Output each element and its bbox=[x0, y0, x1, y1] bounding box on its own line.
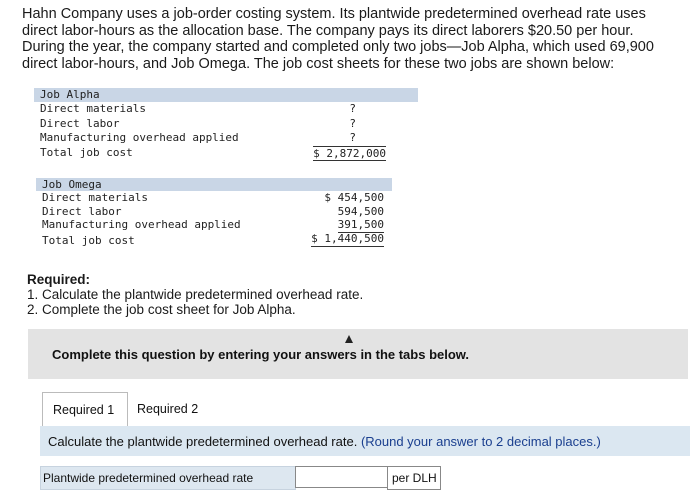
row-label: Manufacturing overhead applied bbox=[42, 218, 241, 231]
mouse-cursor-icon bbox=[345, 335, 353, 343]
row-value: ? bbox=[349, 102, 356, 115]
row-label: Manufacturing overhead applied bbox=[40, 131, 239, 144]
table-row bbox=[34, 146, 418, 164]
row-value: $ 2,872,000 bbox=[313, 146, 386, 160]
answer-row bbox=[40, 464, 690, 488]
question-panel bbox=[40, 426, 690, 456]
answer-label: Plantwide predetermined overhead rate bbox=[40, 466, 296, 490]
table-row bbox=[34, 117, 418, 132]
row-label: Direct labor bbox=[42, 204, 122, 218]
answer-unit: per DLH bbox=[387, 466, 441, 490]
tab-required-2[interactable]: Required 2 bbox=[137, 402, 199, 416]
table-row bbox=[34, 102, 418, 117]
table-row bbox=[36, 232, 392, 250]
table-row bbox=[36, 205, 392, 219]
row-label: Total job cost bbox=[40, 145, 133, 159]
job-alpha-table bbox=[34, 88, 418, 164]
row-value: 391,500 bbox=[337, 218, 384, 231]
instructions-banner bbox=[28, 329, 688, 379]
required-heading: Required: bbox=[27, 272, 91, 287]
tab-required-1[interactable]: Required 1 bbox=[42, 392, 128, 428]
required-section bbox=[27, 272, 363, 317]
job-omega-table bbox=[36, 178, 392, 250]
instructions-text: Complete this question by entering your answers in the tabs below. bbox=[52, 347, 470, 362]
question-text bbox=[48, 434, 601, 449]
job-alpha-title: Job Alpha bbox=[34, 88, 418, 102]
row-label: Direct labor bbox=[40, 116, 120, 130]
job-omega-title: Job Omega bbox=[36, 178, 392, 191]
row-value: $ 1,440,500 bbox=[311, 231, 384, 245]
question-hint: (Round your answer to 2 decimal places.) bbox=[360, 434, 601, 449]
required-item-1: 1. Calculate the plantwide predetermined overhead rate. bbox=[27, 287, 364, 302]
row-value: $ 454,500 bbox=[324, 191, 384, 204]
required-item-2: 2. Complete the job cost sheet for Job Alpha. bbox=[27, 302, 296, 317]
row-label: Total job cost bbox=[42, 233, 135, 247]
table-row bbox=[36, 218, 392, 232]
row-label: Direct materials bbox=[40, 102, 146, 115]
row-label: Direct materials bbox=[42, 191, 148, 204]
row-value: ? bbox=[349, 131, 356, 144]
table-row bbox=[36, 191, 392, 205]
problem-statement: Hahn Company uses a job-order costing system. Its plantwide predetermined overhead rate uses direct labor-hours as the allocation base. The company pays its direct laborers $20.50 per hour. During the year, the company started and completed only two jobs—Job Alpha, which used 69,900 direct labor-hours, and Job Omega. The job cost sheets for these two jobs are shown below: bbox=[22, 6, 654, 72]
row-value: ? bbox=[349, 116, 356, 130]
table-row bbox=[34, 131, 418, 146]
question-main: Calculate the plantwide predetermined overhead rate. bbox=[48, 434, 358, 449]
row-value: 594,500 bbox=[337, 204, 384, 218]
